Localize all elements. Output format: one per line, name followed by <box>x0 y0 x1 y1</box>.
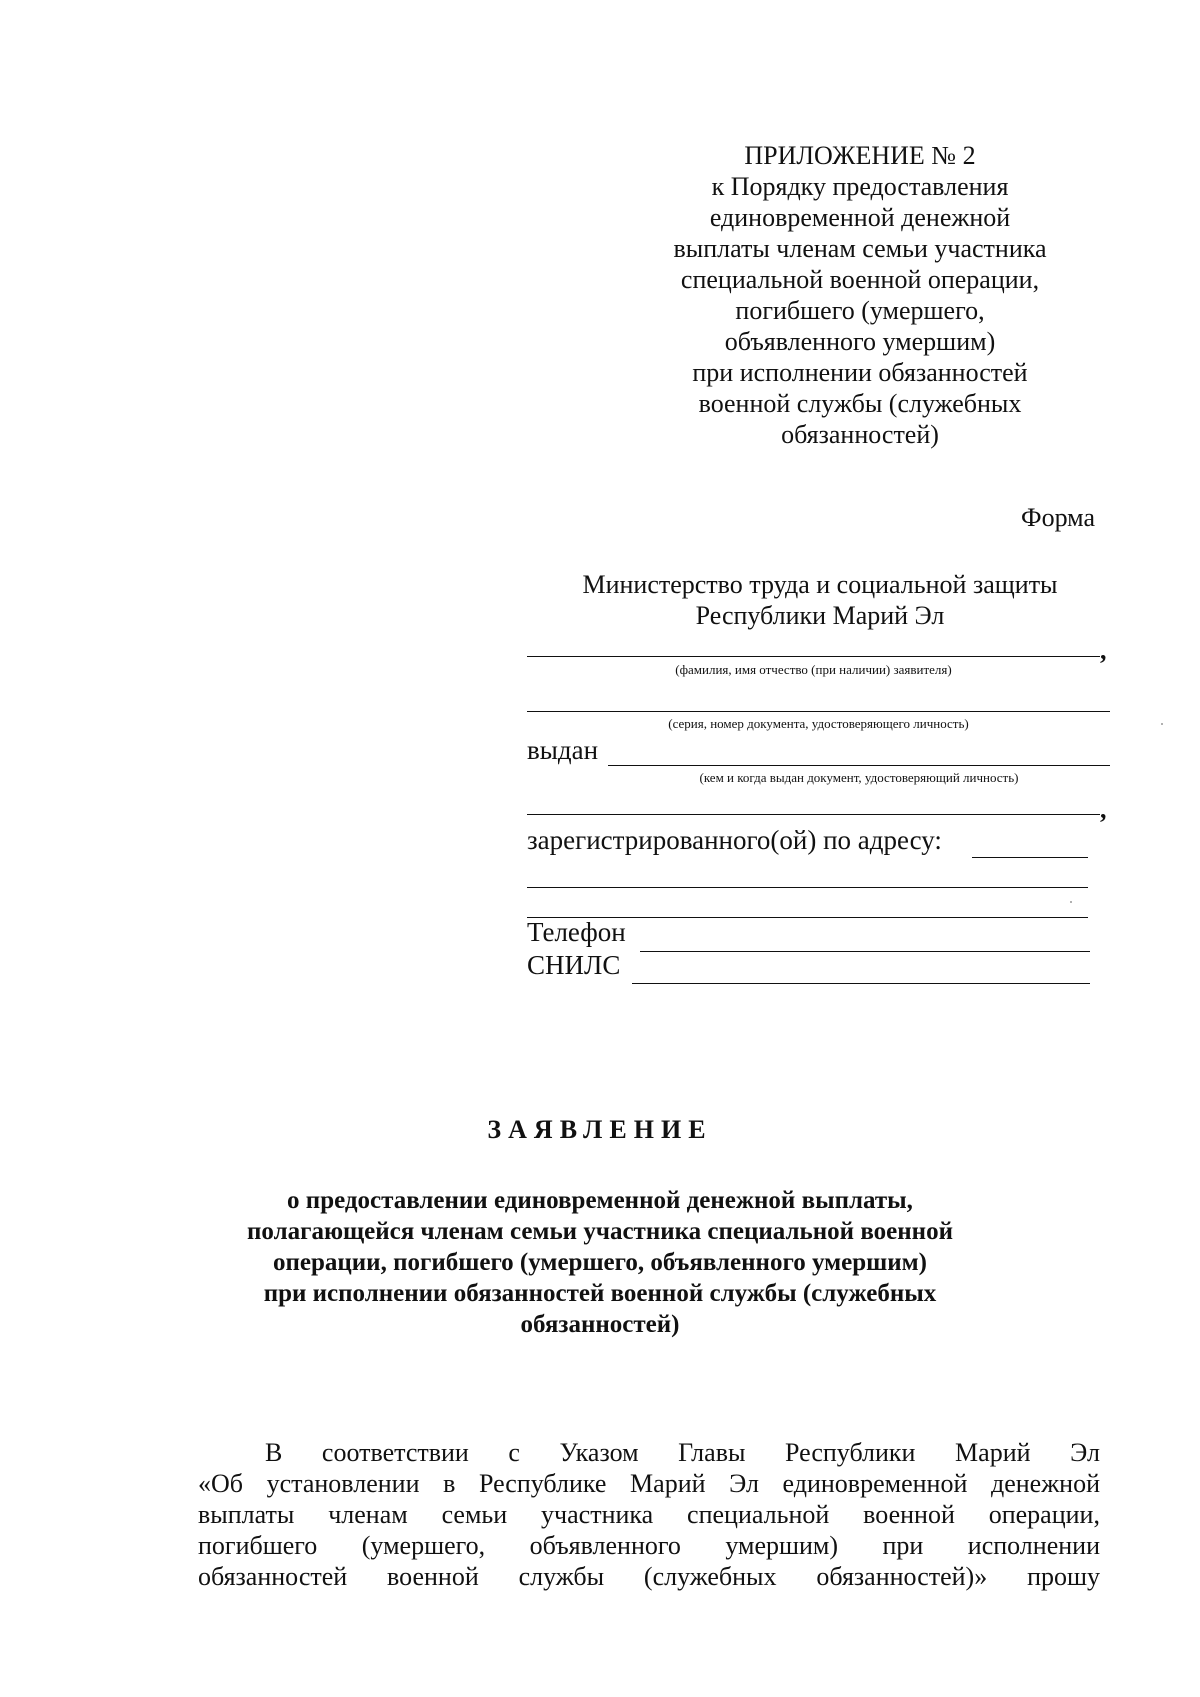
body-word: установлении <box>266 1469 420 1498</box>
issued-label: выдан <box>527 735 599 765</box>
body-word: исполнении <box>967 1531 1100 1560</box>
appendix-line: специальной военной операции, <box>680 265 1040 294</box>
issued-caption: (кем и когда выдан документ, удостоверяющий личность) <box>699 770 1019 785</box>
body-word: военной <box>387 1562 479 1591</box>
snils-field[interactable] <box>632 983 1090 984</box>
body-line <box>198 1561 1100 1592</box>
appendix-header <box>600 140 1120 450</box>
body-word: прошу <box>1027 1562 1100 1591</box>
body-word: Эл <box>1070 1438 1100 1467</box>
body-word: при <box>882 1531 924 1560</box>
issued-continued-field[interactable] <box>527 814 1100 815</box>
name-comma: , <box>1100 636 1107 665</box>
body-word: семьи <box>441 1500 508 1529</box>
body-word: обязанностей <box>198 1562 348 1591</box>
subtitle-line: полагающейся членам семьи участника специальной военной <box>247 1218 953 1245</box>
appendix-line: объявленного умершим) <box>724 327 996 356</box>
phone-label: Телефон <box>527 917 626 947</box>
body-line <box>198 1437 1100 1468</box>
address-label: зарегистрированного(ой) по адресу: <box>527 825 942 855</box>
subtitle-line: операции, погибшего (умершего, объявленного умершим) <box>272 1249 928 1276</box>
appendix-line: обязанностей) <box>781 420 939 449</box>
appendix-line: при исполнении обязанностей <box>692 358 1028 387</box>
appendix-line: погибшего (умершего, <box>735 296 985 325</box>
applicant-name-field[interactable] <box>527 656 1100 657</box>
issued-comma: , <box>1100 795 1107 824</box>
body-word: в <box>443 1469 456 1498</box>
body-word: Эл <box>729 1469 759 1498</box>
body-word: специальной <box>687 1500 830 1529</box>
subtitle-line: обязанностей) <box>520 1311 680 1338</box>
snils-label: СНИЛС <box>527 950 621 980</box>
body-word: военной <box>863 1500 955 1529</box>
body-word: Марий <box>955 1438 1031 1467</box>
body-word: умершим) <box>725 1531 839 1560</box>
body-word: В <box>265 1438 283 1467</box>
appendix-line: к Порядку предоставления <box>711 172 1009 201</box>
body-word: (служебных <box>643 1562 777 1591</box>
document-subtitle <box>150 1185 1050 1340</box>
appendix-line: военной службы (служебных <box>698 389 1022 418</box>
name-caption: (фамилия, имя отчество (при наличии) заявителя) <box>675 662 952 677</box>
appendix-line: единовременной денежной <box>709 203 1011 232</box>
body-word: Республики <box>785 1438 916 1467</box>
appendix-line: выплаты членам семьи участника <box>673 234 1047 263</box>
address-field[interactable] <box>972 857 1088 858</box>
recipient-line: Министерство труда и социальной защиты <box>582 570 1058 599</box>
body-word: Республике <box>479 1469 607 1498</box>
body-word: Главы <box>678 1438 746 1467</box>
body-word: с <box>508 1438 520 1467</box>
phone-field[interactable] <box>640 951 1090 952</box>
body-word: обязанностей)» <box>816 1562 988 1591</box>
recipient-block <box>520 569 1120 631</box>
body-word: операции, <box>988 1500 1100 1529</box>
body-line <box>198 1530 1100 1561</box>
scan-speck <box>1070 901 1072 903</box>
body-word: соответствии <box>321 1438 469 1467</box>
body-word: Указом <box>559 1438 639 1467</box>
body-word: (умершего, <box>361 1531 486 1560</box>
body-word: Марий <box>630 1469 706 1498</box>
appendix-title: ПРИЛОЖЕНИЕ № 2 <box>744 141 976 170</box>
body-line <box>198 1468 1100 1499</box>
issued-by-field[interactable] <box>608 765 1110 766</box>
body-line <box>198 1499 1100 1530</box>
document-title: ЗАЯВЛЕНИЕ <box>487 1115 713 1144</box>
body-word: денежной <box>990 1469 1100 1498</box>
body-word: выплаты <box>198 1500 295 1529</box>
body-word: единовременной <box>782 1469 968 1498</box>
subtitle-line: при исполнении обязанностей военной службы (служебных <box>263 1280 937 1307</box>
body-word: участника <box>541 1500 654 1529</box>
address-field-line-2[interactable] <box>527 887 1088 888</box>
document-caption: (серия, номер документа, удостоверяющего личность) <box>668 716 969 731</box>
document-number-field[interactable] <box>527 711 1110 712</box>
body-word: погибшего <box>198 1531 318 1560</box>
body-word: «Об <box>198 1469 244 1498</box>
body-paragraph <box>198 1437 1100 1592</box>
body-word: объявленного <box>529 1531 681 1560</box>
recipient-line: Республики Марий Эл <box>695 601 945 630</box>
body-word: службы <box>518 1562 605 1591</box>
scan-speck <box>1161 723 1163 725</box>
form-label: Форма <box>1021 503 1095 532</box>
body-word: членам <box>328 1500 408 1529</box>
subtitle-line: о предоставлении единовременной денежной выплаты, <box>287 1187 913 1214</box>
